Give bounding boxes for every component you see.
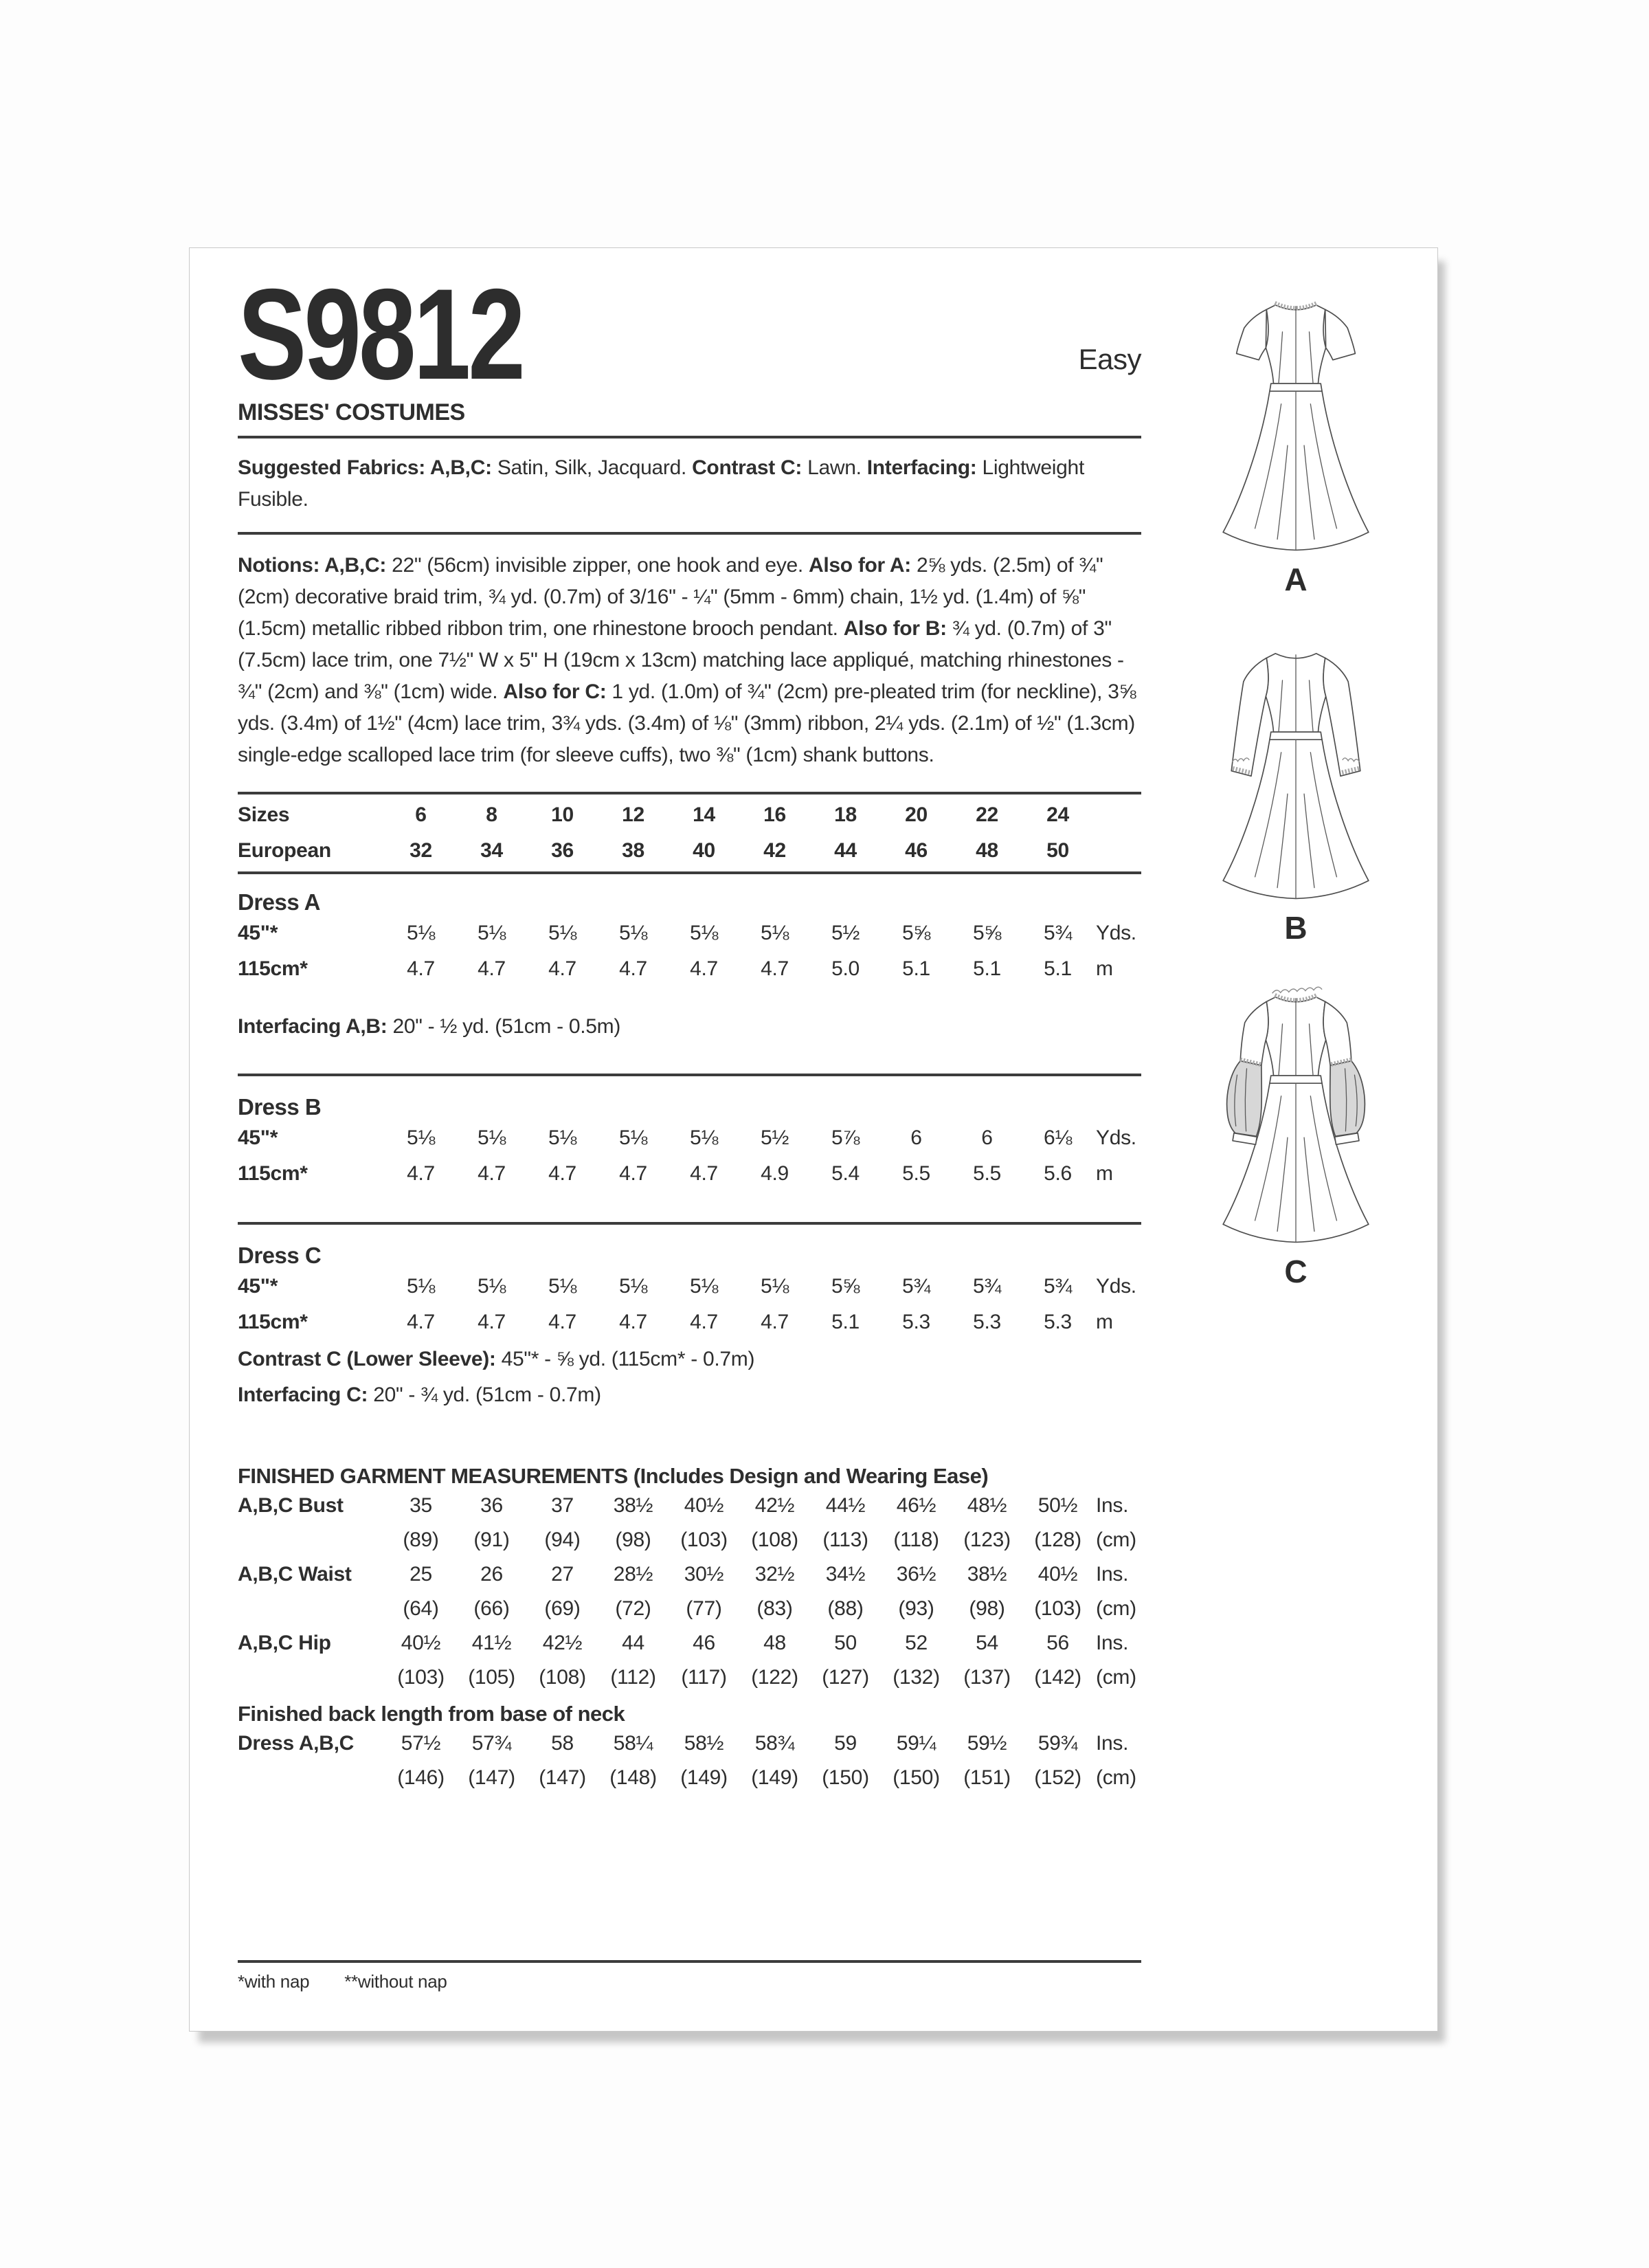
table-bottom-rule <box>238 871 1141 874</box>
table-cell: (72) <box>615 1597 651 1620</box>
table-cell: 42½ <box>542 1632 583 1654</box>
table-cell: 5.1 <box>831 1311 860 1333</box>
table-cell: 5.3 <box>1044 1311 1072 1333</box>
table-cell: (91) <box>473 1528 510 1551</box>
row-label: 45"* <box>238 1126 278 1149</box>
table-cell: 4.7 <box>478 1311 506 1333</box>
row-unit: Yds. <box>1096 1275 1136 1298</box>
table-cell: 4.7 <box>761 957 789 980</box>
pattern-envelope-back <box>189 247 1438 2032</box>
table-cell: (103) <box>397 1666 445 1689</box>
row-label: A,B,C Bust <box>238 1494 344 1517</box>
table-cell: 4.7 <box>478 1162 506 1185</box>
table-cell: (64) <box>403 1597 439 1620</box>
section-divider <box>238 1074 1141 1076</box>
table-cell: 5⅛ <box>406 1126 436 1149</box>
table-cell: (132) <box>893 1666 940 1689</box>
table-cell: (83) <box>756 1597 793 1620</box>
table-cell: 56 <box>1046 1632 1069 1654</box>
table-cell: 44½ <box>825 1494 866 1517</box>
table-cell: 20 <box>905 803 928 826</box>
table-cell: 4.7 <box>690 1311 718 1333</box>
table-cell: 50 <box>1046 839 1069 862</box>
table-row <box>238 1726 1141 1761</box>
row-unit: Yds. <box>1096 922 1136 944</box>
table-cell: (149) <box>751 1766 798 1789</box>
table-cell: 40 <box>693 839 715 862</box>
table-cell: 36½ <box>896 1563 936 1586</box>
table-cell: 24 <box>1046 803 1069 826</box>
row-label: A,B,C Waist <box>238 1563 352 1586</box>
table-cell: (88) <box>827 1597 864 1620</box>
view-a-label: A <box>1284 562 1308 597</box>
table-row <box>238 1626 1141 1660</box>
row-label: 45"* <box>238 922 278 944</box>
table-cell: 5.4 <box>831 1162 860 1185</box>
dress-b-illustration <box>1182 634 1409 902</box>
table-cell: 12 <box>622 803 644 826</box>
table-cell: 4.7 <box>619 957 647 980</box>
dress-a-heading: Dress A <box>238 889 321 915</box>
interfacing-ab-note: Interfacing A,B: 20" - ½ yd. (51cm - 0.5m) <box>238 1015 621 1038</box>
table-cell: (108) <box>539 1666 586 1689</box>
row-unit: Ins. <box>1096 1732 1129 1755</box>
size-table-rows <box>238 794 1141 871</box>
row-label: A,B,C Hip <box>238 1632 331 1654</box>
table-cell: 14 <box>693 803 715 826</box>
table-cell: 5.6 <box>1044 1162 1072 1185</box>
table-cell: (105) <box>468 1666 515 1689</box>
table-cell: 52 <box>905 1632 928 1654</box>
row-label: 115cm* <box>238 1311 308 1333</box>
table-cell: (66) <box>473 1597 510 1620</box>
table-cell: 5⅛ <box>689 1275 719 1298</box>
back-length-heading: Finished back length from base of neck <box>238 1702 625 1726</box>
table-row <box>238 833 1141 869</box>
view-b-label: B <box>1284 910 1308 946</box>
table-cell: 26 <box>480 1563 503 1586</box>
table-cell: 5¾ <box>1043 1275 1073 1298</box>
row-label: European <box>238 839 331 862</box>
table-cell: 18 <box>834 803 857 826</box>
table-cell: (152) <box>1034 1766 1081 1789</box>
table-cell: 10 <box>551 803 574 826</box>
row-label: Sizes <box>238 803 290 826</box>
table-cell: 4.7 <box>548 1311 576 1333</box>
table-cell: 57½ <box>401 1732 441 1755</box>
dress-c-illustration <box>1182 978 1409 1246</box>
size-table <box>238 792 1141 874</box>
table-row <box>238 1557 1141 1592</box>
table-cell: 5¾ <box>972 1275 1002 1298</box>
table-cell: (127) <box>822 1666 869 1689</box>
table-cell: 59¼ <box>896 1732 936 1755</box>
row-unit: Ins. <box>1096 1632 1129 1654</box>
table-cell: 44 <box>622 1632 644 1654</box>
row-unit: m <box>1096 1311 1113 1333</box>
table-cell: (150) <box>893 1766 940 1789</box>
table-cell: (150) <box>822 1766 869 1789</box>
table-cell: (77) <box>686 1597 722 1620</box>
garment-category-title: MISSES' COSTUMES <box>238 399 1141 438</box>
table-cell: 46 <box>905 839 928 862</box>
table-cell: (146) <box>397 1766 445 1789</box>
table-cell: 5⅛ <box>406 1275 436 1298</box>
table-cell: 5.1 <box>973 957 1001 980</box>
dress-a-view <box>1172 286 1420 598</box>
finished-measurements-heading: FINISHED GARMENT MEASUREMENTS (Includes Design and Wearing Ease) <box>238 1464 989 1488</box>
row-label: 115cm* <box>238 957 308 980</box>
table-cell: 4.7 <box>548 957 576 980</box>
row-label: Dress A,B,C <box>238 1732 354 1755</box>
table-cell: 5⅛ <box>689 922 719 944</box>
table-cell: 8 <box>486 803 497 826</box>
table-cell: 59¾ <box>1037 1732 1078 1755</box>
table-cell: 6 <box>981 1126 993 1149</box>
dress-b-view <box>1172 634 1420 946</box>
table-cell: 42 <box>763 839 786 862</box>
table-cell: 5.1 <box>902 957 930 980</box>
table-row <box>238 1304 1141 1340</box>
table-cell: 48 <box>976 839 998 862</box>
table-row <box>238 797 1141 833</box>
table-cell: 5⅞ <box>831 1126 860 1149</box>
table-cell: (122) <box>751 1666 798 1689</box>
table-cell: (149) <box>680 1766 728 1789</box>
table-cell: (98) <box>615 1528 651 1551</box>
table-cell: (118) <box>893 1528 939 1551</box>
table-cell: 59 <box>834 1732 857 1755</box>
table-cell: 5⅛ <box>760 1275 789 1298</box>
table-cell: 34½ <box>825 1563 866 1586</box>
row-unit: (cm) <box>1096 1766 1136 1789</box>
header-row <box>238 262 1141 406</box>
table-cell: 4.7 <box>761 1311 789 1333</box>
table-cell: (93) <box>898 1597 934 1620</box>
table-row <box>238 1489 1141 1523</box>
table-cell: 27 <box>551 1563 574 1586</box>
section-divider <box>238 532 1141 535</box>
table-cell: 4.7 <box>407 957 435 980</box>
table-cell: 5⅛ <box>477 1126 506 1149</box>
table-cell: 32 <box>410 839 432 862</box>
table-cell: 5.1 <box>1044 957 1072 980</box>
table-cell: 58¾ <box>754 1732 795 1755</box>
without-nap-note: **without nap <box>344 1971 447 1992</box>
row-unit: Yds. <box>1096 1126 1136 1149</box>
table-cell: (113) <box>822 1528 868 1551</box>
table-cell: 40½ <box>401 1632 441 1654</box>
table-cell: 4.7 <box>407 1311 435 1333</box>
table-cell: (103) <box>680 1528 728 1551</box>
table-cell: 38½ <box>613 1494 653 1517</box>
dress-c-yardage-rows <box>238 1269 1141 1340</box>
row-unit: (cm) <box>1096 1528 1136 1551</box>
dress-c-heading: Dress C <box>238 1243 322 1268</box>
table-cell: 5⅛ <box>477 1275 506 1298</box>
dress-b-heading: Dress B <box>238 1094 322 1120</box>
table-cell: 4.7 <box>478 957 506 980</box>
table-cell: 50½ <box>1037 1494 1078 1517</box>
table-row <box>238 1156 1141 1192</box>
table-cell: 4.7 <box>690 957 718 980</box>
suggested-fabrics-paragraph: Suggested Fabrics: A,B,C: Satin, Silk, Jacquard. Contrast C: Lawn. Interfacing: Lightweight Fusible. <box>238 456 1084 511</box>
table-cell: 5⅝ <box>831 1275 860 1298</box>
table-cell: (147) <box>539 1766 586 1789</box>
table-cell: 40½ <box>1037 1563 1078 1586</box>
table-cell: 5.0 <box>831 957 860 980</box>
section-divider <box>238 1222 1141 1225</box>
table-cell: 5.5 <box>973 1162 1001 1185</box>
table-row <box>238 1660 1141 1695</box>
table-cell: 46 <box>693 1632 715 1654</box>
table-cell: 37 <box>551 1494 574 1517</box>
table-cell: (69) <box>544 1597 581 1620</box>
table-cell: (142) <box>1034 1666 1081 1689</box>
table-row <box>238 1523 1141 1557</box>
table-cell: (108) <box>751 1528 798 1551</box>
table-cell: 48½ <box>967 1494 1007 1517</box>
table-cell: 41½ <box>471 1632 512 1654</box>
table-cell: 5⅛ <box>477 922 506 944</box>
table-cell: 38½ <box>967 1563 1007 1586</box>
table-cell: (147) <box>468 1766 515 1789</box>
table-cell: 44 <box>834 839 857 862</box>
table-cell: 32½ <box>754 1563 795 1586</box>
table-cell: 5.3 <box>902 1311 930 1333</box>
table-cell: 4.7 <box>690 1162 718 1185</box>
table-cell: 4.7 <box>619 1162 647 1185</box>
table-row <box>238 951 1141 987</box>
row-unit: (cm) <box>1096 1666 1136 1689</box>
table-cell: 46½ <box>896 1494 936 1517</box>
table-cell: 50 <box>834 1632 857 1654</box>
table-cell: 5½ <box>831 922 860 944</box>
table-cell: 5.3 <box>973 1311 1001 1333</box>
table-cell: 34 <box>480 839 503 862</box>
notions-paragraph: Notions: A,B,C: 22" (56cm) invisible zipper, one hook and eye. Also for A: 2⅝ yds. (2.5m) of ¾" (2cm) decorative braid trim, ¾ yd. (0.7m) of 3/16" - ¼" (5mm - 6mm) chain, 1½ yd. (1.4m) of ⅝" (1.5cm) metallic ribbed ribbon trim, one rhinestone brooch pendant. Also for B: ¾ yd. (0.7m) of 3" (7.5cm) lace trim, one 7½" W x 5" H (19cm x 13cm) matching lace appliqué, matching rhinestones - ¾" (2cm) and ⅜" (1cm) wide. Also for C: 1 yd. (1.0m) of ¾" (2cm) pre-pleated trim (for neckline), 3⅝ yds. (3.4m) of 1½" (4cm) lace trim, 3¾ yds. (3.4m) of ⅛" (3mm) ribbon, 2¼ yds. (2.1m) of ½" (1.3cm) single-edge scalloped lace trim (for sleeve cuffs), two ⅜" (1cm) shank buttons. <box>238 554 1136 766</box>
row-unit: (cm) <box>1096 1597 1136 1620</box>
table-cell: (151) <box>963 1766 1011 1789</box>
table-cell: 5⅛ <box>548 922 577 944</box>
table-cell: (98) <box>969 1597 1005 1620</box>
table-cell: 16 <box>763 803 786 826</box>
finished-measurements-rows <box>238 1489 1141 1695</box>
table-cell: 54 <box>976 1632 998 1654</box>
table-cell: 36 <box>480 1494 503 1517</box>
table-cell: 5⅛ <box>689 1126 719 1149</box>
row-label: 115cm* <box>238 1162 308 1185</box>
table-row <box>238 915 1141 951</box>
text-column <box>238 248 1141 1795</box>
row-unit: Ins. <box>1096 1494 1129 1517</box>
row-label: 45"* <box>238 1275 278 1298</box>
table-cell: 22 <box>976 803 998 826</box>
table-cell: 4.7 <box>548 1162 576 1185</box>
pattern-number: S9812 <box>238 262 523 406</box>
table-cell: 30½ <box>684 1563 724 1586</box>
contrast-c-note: Contrast C (Lower Sleeve): 45"* - ⅝ yd. (115cm* - 0.7m) <box>238 1348 755 1370</box>
table-cell: (89) <box>403 1528 439 1551</box>
back-length-rows <box>238 1726 1141 1795</box>
table-cell: 25 <box>410 1563 432 1586</box>
table-cell: 5½ <box>760 1126 789 1149</box>
table-cell: 28½ <box>613 1563 653 1586</box>
table-cell: 40½ <box>684 1494 724 1517</box>
dress-a-illustration <box>1182 286 1409 554</box>
table-row <box>238 1120 1141 1156</box>
row-unit: m <box>1096 957 1113 980</box>
table-cell: 4.9 <box>761 1162 789 1185</box>
table-cell: (137) <box>963 1666 1011 1689</box>
table-row <box>238 1592 1141 1626</box>
table-cell: 58½ <box>684 1732 724 1755</box>
dress-b-yardage-rows <box>238 1120 1141 1192</box>
view-c-label: C <box>1284 1254 1308 1289</box>
table-cell: (103) <box>1034 1597 1081 1620</box>
table-cell: (123) <box>963 1528 1011 1551</box>
table-cell: 5¾ <box>1043 922 1073 944</box>
table-cell: 4.7 <box>619 1311 647 1333</box>
row-unit: Ins. <box>1096 1563 1129 1586</box>
dress-a-yardage-rows <box>238 915 1141 987</box>
table-cell: 5⅛ <box>760 922 789 944</box>
table-cell: (128) <box>1034 1528 1081 1551</box>
table-cell: 6⅛ <box>1043 1126 1073 1149</box>
table-cell: 5⅛ <box>406 922 436 944</box>
with-nap-note: *with nap <box>238 1971 310 1992</box>
table-cell: 5⅛ <box>548 1275 577 1298</box>
dress-c-view <box>1172 978 1420 1290</box>
table-cell: 4.7 <box>407 1162 435 1185</box>
table-cell: 6 <box>415 803 427 826</box>
table-cell: 5⅝ <box>901 922 931 944</box>
table-cell: (148) <box>609 1766 657 1789</box>
table-cell: 58¼ <box>613 1732 653 1755</box>
table-cell: 5⅝ <box>972 922 1002 944</box>
table-cell: 5⅛ <box>548 1126 577 1149</box>
table-cell: 36 <box>551 839 574 862</box>
table-cell: 48 <box>763 1632 786 1654</box>
table-cell: 5¾ <box>901 1275 931 1298</box>
table-cell: 38 <box>622 839 644 862</box>
table-cell: 6 <box>910 1126 922 1149</box>
nap-footnote <box>238 1960 1141 1992</box>
table-cell: 57¾ <box>471 1732 512 1755</box>
table-cell: 5⅛ <box>618 1126 648 1149</box>
table-cell: 58 <box>551 1732 574 1755</box>
interfacing-c-note: Interfacing C: 20" - ¾ yd. (51cm - 0.7m) <box>238 1383 601 1406</box>
table-cell: 42½ <box>754 1494 795 1517</box>
table-cell: 5.5 <box>902 1162 930 1185</box>
table-cell: 5⅛ <box>618 922 648 944</box>
table-cell: 5⅛ <box>618 1275 648 1298</box>
table-cell: (94) <box>544 1528 581 1551</box>
table-row <box>238 1761 1141 1795</box>
table-row <box>238 1269 1141 1304</box>
difficulty-badge: Easy <box>1078 343 1141 375</box>
table-cell: (117) <box>681 1666 727 1689</box>
table-cell: 35 <box>410 1494 432 1517</box>
row-unit: m <box>1096 1162 1113 1185</box>
table-cell: 59½ <box>967 1732 1007 1755</box>
table-cell: (112) <box>610 1666 656 1689</box>
